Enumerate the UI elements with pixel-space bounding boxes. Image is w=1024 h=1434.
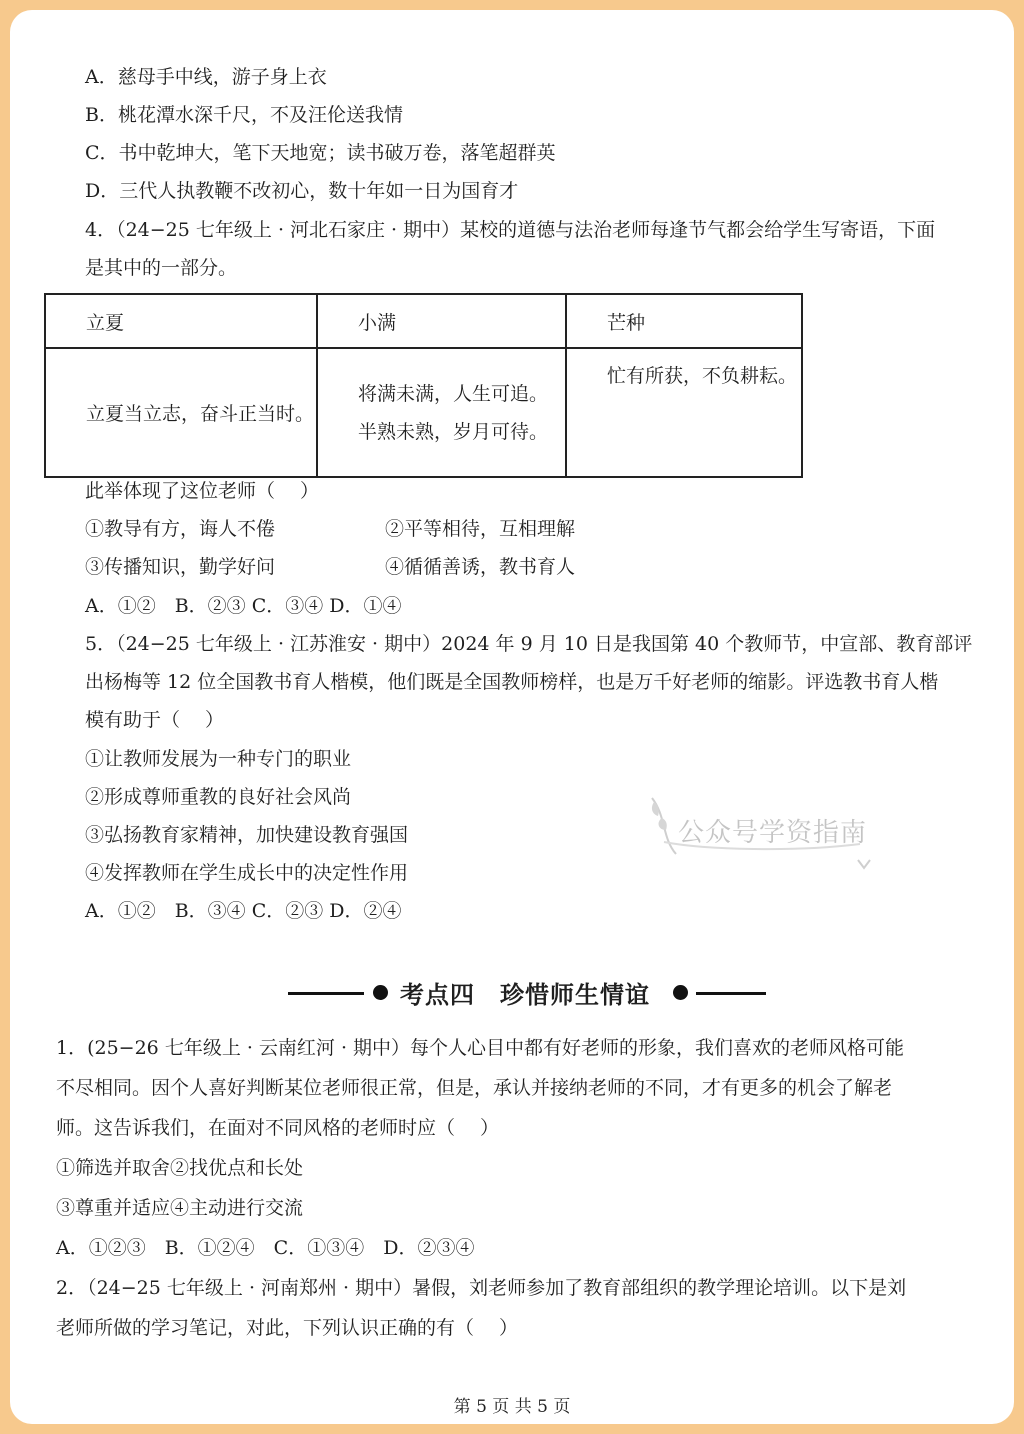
q3-option-b: B．桃花潭水深千尺，不及汪伦送我情 xyxy=(85,104,403,126)
table-header-mangzhong: 芒种 xyxy=(566,294,802,348)
q4-option-3: ③传播知识，勤学好问 xyxy=(85,556,276,578)
heading-rule-left xyxy=(288,992,364,995)
q4-choices: A．①② B．②③ C．③④ D．①④ xyxy=(85,595,402,617)
s4q2-line1: 2．（24−25 七年级上 · 河南郑州 · 期中）暑假，刘老师参加了教育部组织的教学理论培训。以下是刘 xyxy=(56,1277,907,1299)
q4-stem-line2: 是其中的一部分。 xyxy=(85,257,238,279)
table-header-lixia: 立夏 xyxy=(45,294,317,348)
q4-option-1: ①教导有方，诲人不倦 xyxy=(85,518,276,540)
q5-option-3: ③弘扬教育家精神，加快建设教育强国 xyxy=(85,824,409,846)
q5-line3: 模有助于（ ） xyxy=(85,709,225,731)
q5-option-4: ④发挥教师在学生成长中的决定性作用 xyxy=(85,862,409,884)
watermark-text: 公众号学资指南 xyxy=(678,818,868,848)
xiaoman-line1: 将满未满，人生可追。 xyxy=(358,382,549,405)
q3-option-a: A．慈母手中线，游子身上衣 xyxy=(85,66,327,88)
q4-question: 此举体现了这位老师（ ） xyxy=(85,480,320,502)
q3-option-c: C．书中乾坤大，笔下天地宽；读书破万卷，落笔超群英 xyxy=(85,142,556,164)
s4q1-line1: 1．(25−26 七年级上 · 云南红河 · 期中）每个人心目中都有好老师的形象，我们喜欢的老师风格可能 xyxy=(56,1037,905,1059)
q5-line1: 5．（24−25 七年级上 · 江苏淮安 · 期中）2024 年 9 月 10 日是我国第 40 个教师节，中宣部、教育部评 xyxy=(85,633,973,655)
watermark-swoosh xyxy=(646,794,876,874)
solar-term-table xyxy=(44,293,803,478)
heading-dot-left xyxy=(373,985,388,1000)
q5-option-2: ②形成尊师重教的良好社会风尚 xyxy=(85,786,352,808)
exam-page xyxy=(10,10,1014,1424)
table-cell-mangzhong: 忙有所获，不负耕耘。 xyxy=(566,348,802,477)
q4-option-2: ②平等相待，互相理解 xyxy=(385,518,576,540)
table-header-xiaoman: 小满 xyxy=(317,294,566,348)
watermark xyxy=(646,794,876,874)
q5-line2: 出杨梅等 12 位全国教书育人楷模，他们既是全国教师榜样，也是万千好老师的缩影。评选教书育人楷 xyxy=(85,671,939,693)
s4q1-options-a: ①筛选并取舍②找优点和长处 xyxy=(56,1157,304,1179)
q4-option-4: ④循循善诱，教书育人 xyxy=(385,556,576,578)
q3-option-d: D．三代人执教鞭不改初心，数十年如一日为国育才 xyxy=(85,180,519,202)
section-title: 考点四 珍惜师生情谊 xyxy=(400,981,650,1009)
table-cell-lixia: 立夏当立志，奋斗正当时。 xyxy=(45,348,317,477)
s4q1-line3: 师。这告诉我们，在面对不同风格的老师时应（ ） xyxy=(56,1117,500,1139)
q4-stem-line1: 4．（24−25 七年级上 · 河北石家庄 · 期中）某校的道德与法治老师每逢节气都会给学生写寄语，下面 xyxy=(85,219,936,241)
s4q2-line2: 老师所做的学习笔记，对此，下列认识正确的有（ ） xyxy=(56,1317,519,1339)
s4q1-line2: 不尽相同。因个人喜好判断某位老师很正常，但是，承认并接纳老师的不同，才有更多的机会了解老 xyxy=(56,1077,893,1099)
heading-rule-right xyxy=(696,992,766,995)
page-number: 第 5 页 共 5 页 xyxy=(453,1397,571,1417)
q5-choices: A．①② B．③④ C．②③ D．②④ xyxy=(85,900,402,922)
q5-option-1: ①让教师发展为一种专门的职业 xyxy=(85,748,352,770)
section-heading xyxy=(288,972,768,1012)
s4q1-choices: A．①②③ B．①②④ C．①③④ D．②③④ xyxy=(56,1237,475,1259)
s4q1-options-b: ③尊重并适应④主动进行交流 xyxy=(56,1197,304,1219)
table-cell-xiaoman xyxy=(317,348,566,477)
heading-dot-right xyxy=(673,985,688,1000)
xiaoman-line2: 半熟未熟，岁月可待。 xyxy=(358,420,549,443)
